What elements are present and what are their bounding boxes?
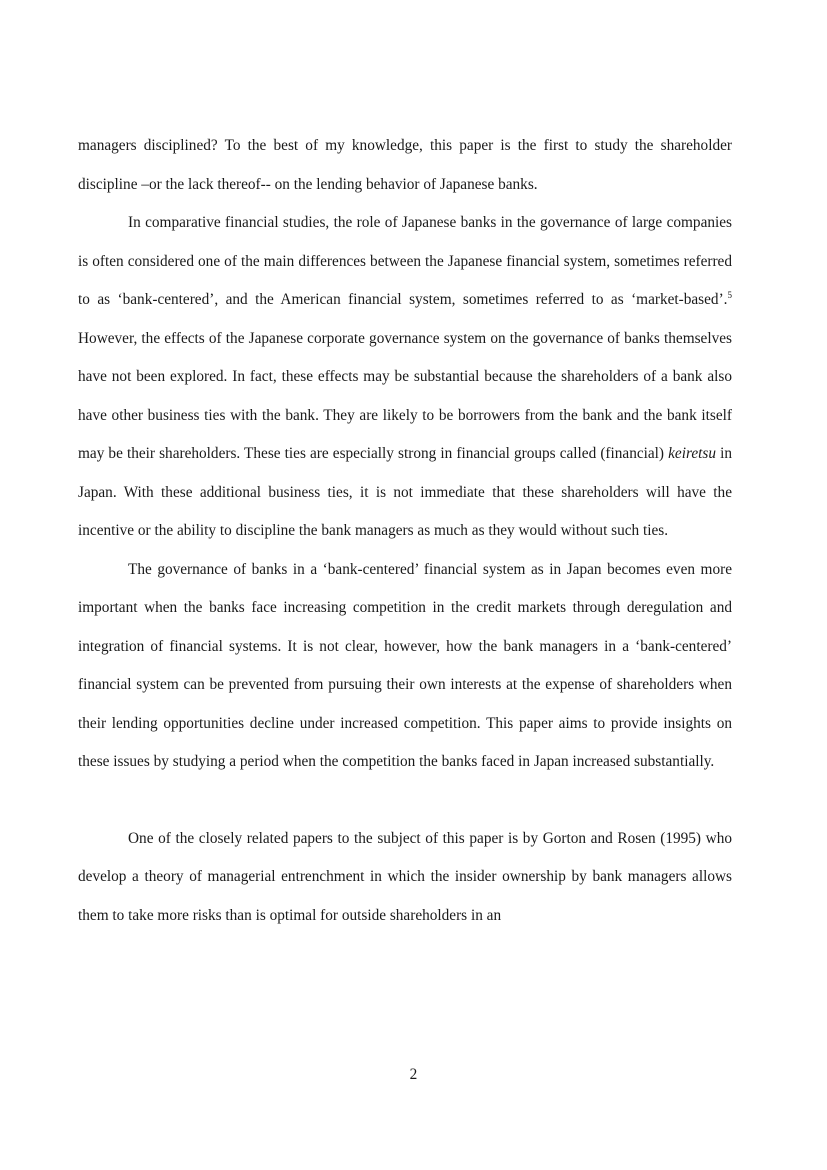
section-gap bbox=[78, 782, 732, 820]
paragraph-comparative-studies bbox=[78, 204, 732, 551]
italic-term: keiretsu bbox=[668, 445, 716, 462]
paragraph-continuation: managers disciplined? To the best of my knowledge, this paper is the first to study the shareholder discipline –or the lack thereof-- on the lending behavior of Japanese banks. bbox=[78, 137, 732, 193]
paragraph-text: However, the effects of the Japanese corporate governance system on the governance of banks themselves have not been explored. In fact, these effects may be substantial because the shareholders of a bank also have other business ties with the bank. They are likely to be borrowers from the bank and the bank itself may be their shareholders. These ties are especially strong in financial groups called (financial) bbox=[78, 329, 732, 462]
footnote-marker[interactable]: 5 bbox=[727, 289, 732, 300]
paragraph-text: in Japan. With these additional business ties, it is not immediate that these shareholders will have the incentive or the ability to discipline the bank managers as much as they would without such ties. bbox=[78, 445, 732, 539]
paragraph-related-papers: One of the closely related papers to the subject of this paper is by Gorton and Rosen (1995) who develop a theory of managerial entrenchment in which the insider ownership by bank managers allows them to take more risks than is optimal for outside shareholders in an bbox=[78, 829, 732, 924]
page-number: 2 bbox=[409, 1066, 418, 1083]
paragraph-text: In comparative financial studies, the role of Japanese banks in the governance of large companies is often considered one of the main differences between the Japanese financial system, sometimes referred to as ‘bank-centered’, and the American financial system, sometimes referred to as ‘market-based’. bbox=[78, 214, 732, 308]
paragraph-governance: The governance of banks in a ‘bank-centered’ financial system as in Japan becomes even more important when the banks face increasing competition in the credit markets through deregulation and integration of financial systems. It is not clear, however, how the bank managers in a ‘bank-centered’ financial system can be prevented from pursuing their own interests at the expense of shareholders when their lending opportunities decline under increased competition. This paper aims to provide insights on these issues by studying a period when the competition the banks faced in Japan increased substantially. bbox=[78, 560, 732, 770]
document-body bbox=[78, 127, 732, 935]
